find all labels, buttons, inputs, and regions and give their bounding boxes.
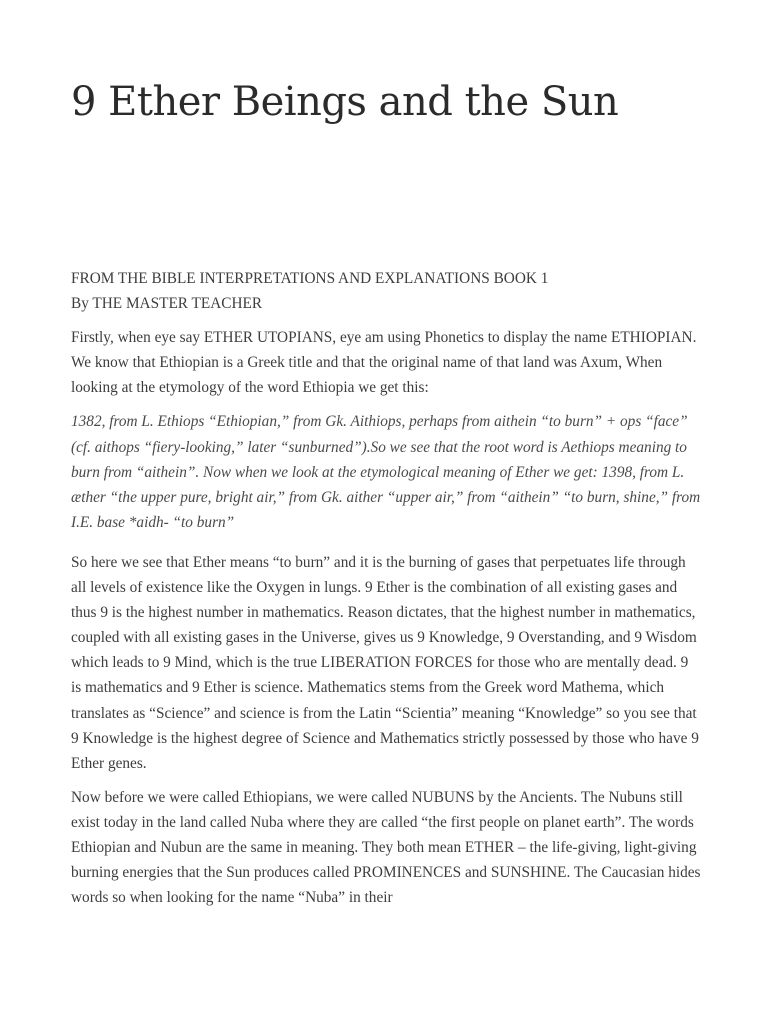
author-line: By THE MASTER TEACHER (71, 295, 263, 313)
paragraph-ether-meaning: So here we see that Ether means “to burn” and it is the burning of gases that perpetuates life through all levels of existence like the Oxygen in lungs. 9 Ether is the combination of all existing gases and thus 9 is the highest number in mathematics. Reason dictates, that the highest number in mathematics, coupled with all existing gases in the Universe, gives us 9 Knowledge, 9 Overstanding, and 9 Wisdom which leads to 9 Mind, which is the true LIBERATION FORCES for those who are mentally dead. 9 is mathematics and 9 Ether is science. Mathematics stems from the Greek word Mathema, which translates as “Science” and science is from the Latin “Scientia” meaning “Knowledge” so you see that 9 Knowledge is the highest degree of Science and Mathematics strictly possessed by those who have 9 Ether genes. (71, 553, 699, 772)
page-title: 9 Ether Beings and the Sun (71, 79, 619, 125)
paragraph-intro: Firstly, when eye say ETHER UTOPIANS, eye am using Phonetics to display the name ETHIOPIAN. We know that Ethiopian is a Greek title and that the original name of that land was Axum, When looking at the etymology of the word Ethiopia we get this: (71, 329, 697, 397)
article-body (71, 266, 701, 910)
paragraph-nubuns: Now before we were called Ethiopians, we were called NUBUNS by the Ancients. The Nubuns still exist today in the land called Nuba where they are called “the first people on planet earth”. The words Ethiopian and Nubun are the same in meaning. They both mean ETHER – the life-giving, light-giving burning energies that the Sun produces called PROMINENCES and SUNSHINE. The Caucasian hides words so when looking for the name “Nuba” in their (71, 788, 701, 907)
article-meta (71, 266, 701, 316)
source-line: FROM THE BIBLE INTERPRETATIONS AND EXPLANATIONS BOOK 1 (71, 270, 549, 287)
etymology-quote: 1382, from L. Ethiops “Ethiopian,” from Gk. Aithiops, perhaps from aithein “to burn” + ops “face” (cf. aithops “fiery-looking,” later “sunburned”).So we see that the root word is Aethiops meaning to burn from “aithein”. Now when we look at the etymological meaning of Ether we get: 1398, from L. æther “the upper pure, bright air,” from Gk. aither “upper air,” from “aithein” “to burn, shine,” from I.E. base *aidh- “to burn” (71, 413, 701, 531)
